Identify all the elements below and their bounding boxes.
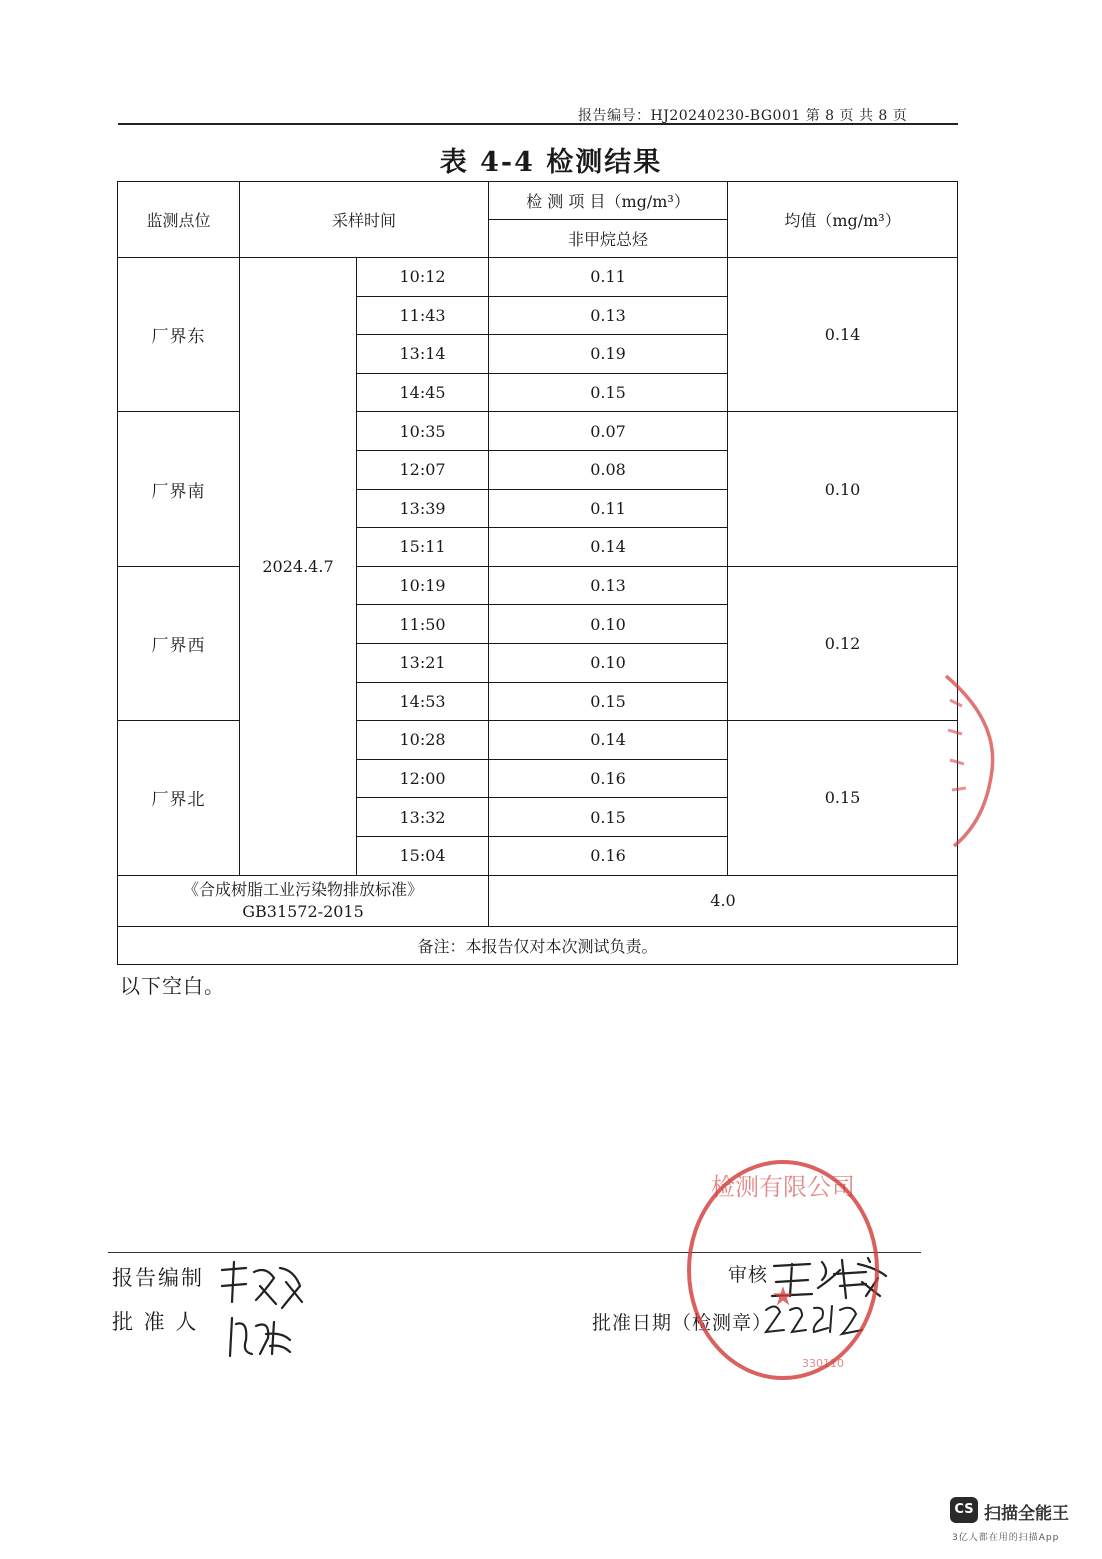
scanner-app-name: 扫描全能王 [984,1504,1069,1524]
sampling-time-cell: 10:28 [357,721,489,760]
scanner-tagline: 3亿人都在用的扫描App [952,1533,1060,1543]
sampling-time-cell: 14:45 [357,373,489,412]
header-divider [118,123,958,125]
standard-limit-cell: 4.0 [489,875,958,926]
average-value-cell: 0.14 [728,258,958,412]
edge-seal-stamp [940,670,1000,850]
nmhc-value-cell: 0.16 [489,759,728,798]
results-table-body [118,182,958,965]
sampling-date-cell: 2024.4.7 [240,258,357,876]
monitoring-point-cell: 厂界西 [118,566,240,720]
nmhc-value-cell: 0.15 [489,682,728,721]
monitoring-point-cell: 厂界南 [118,412,240,566]
standard-row [118,875,958,926]
header-point: 监测点位 [118,182,240,258]
approver-signature [226,1314,296,1362]
sampling-time-cell: 10:12 [357,258,489,297]
header-sampling-time: 采样时间 [240,182,489,258]
scanner-logo-icon: CS [950,1497,978,1523]
table-row [118,258,958,297]
approval-date-label: 批准日期（检测章） [592,1312,773,1334]
compiled-signature [216,1258,306,1314]
nmhc-value-cell: 0.14 [489,528,728,567]
monitoring-point-cell: 厂界东 [118,258,240,412]
nmhc-value-cell: 0.07 [489,412,728,451]
company-seal-stamp [683,1155,883,1385]
seal-number: 330110 [802,1357,844,1370]
sampling-time-cell: 12:07 [357,450,489,489]
sampling-time-cell: 15:04 [357,836,489,875]
sampling-time-cell: 12:00 [357,759,489,798]
average-value-cell: 0.12 [728,566,958,720]
nmhc-value-cell: 0.08 [489,450,728,489]
standard-name-cell [118,875,489,926]
seal-text: 检测有限公司 [711,1173,855,1201]
nmhc-value-cell: 0.16 [489,836,728,875]
sampling-time-cell: 11:50 [357,605,489,644]
sampling-time-cell: 13:39 [357,489,489,528]
nmhc-value-cell: 0.15 [489,798,728,837]
sampling-time-cell: 10:19 [357,566,489,605]
nmhc-value-cell: 0.13 [489,296,728,335]
nmhc-value-cell: 0.19 [489,335,728,374]
sampling-time-cell: 13:14 [357,335,489,374]
nmhc-value-cell: 0.15 [489,373,728,412]
sampling-time-cell: 15:11 [357,528,489,567]
blank-note: 以下空白。 [120,974,225,998]
nmhc-value-cell: 0.11 [489,489,728,528]
standard-name: 《合成树脂工业污染物排放标准》 [183,879,424,899]
sampling-time-cell: 13:21 [357,643,489,682]
standard-code: GB31572-2015 [242,901,364,921]
svg-text:★: ★ [771,1282,795,1312]
report-number-header: 报告编号：HJ20240230-BG001 第 8 页 共 8 页 [578,108,908,124]
sampling-time-cell: 10:35 [357,412,489,451]
sampling-time-cell: 11:43 [357,296,489,335]
review-label: 审核 [728,1264,769,1286]
scanner-watermark [950,1497,1080,1547]
nmhc-value-cell: 0.11 [489,258,728,297]
header-nmhc: 非甲烷总烃 [489,220,728,258]
results-table [117,181,958,965]
sampling-time-cell: 13:32 [357,798,489,837]
nmhc-value-cell: 0.14 [489,721,728,760]
table-note: 备注：本报告仅对本次测试负责。 [118,926,958,965]
monitoring-point-cell: 厂界北 [118,721,240,875]
header-test-item: 检 测 项 目（mg/m³） [489,182,728,220]
nmhc-value-cell: 0.13 [489,566,728,605]
nmhc-value-cell: 0.10 [489,643,728,682]
compiled-by-label: 报告编制 [112,1266,204,1290]
note-row [118,926,958,965]
header-average: 均值（mg/m³） [728,182,958,258]
sampling-time-cell: 14:53 [357,682,489,721]
nmhc-value-cell: 0.10 [489,605,728,644]
approver-label: 批 准 人 [112,1310,199,1334]
average-value-cell: 0.10 [728,412,958,566]
average-value-cell: 0.15 [728,721,958,875]
table-title: 表 4-4 检测结果 [439,147,663,178]
